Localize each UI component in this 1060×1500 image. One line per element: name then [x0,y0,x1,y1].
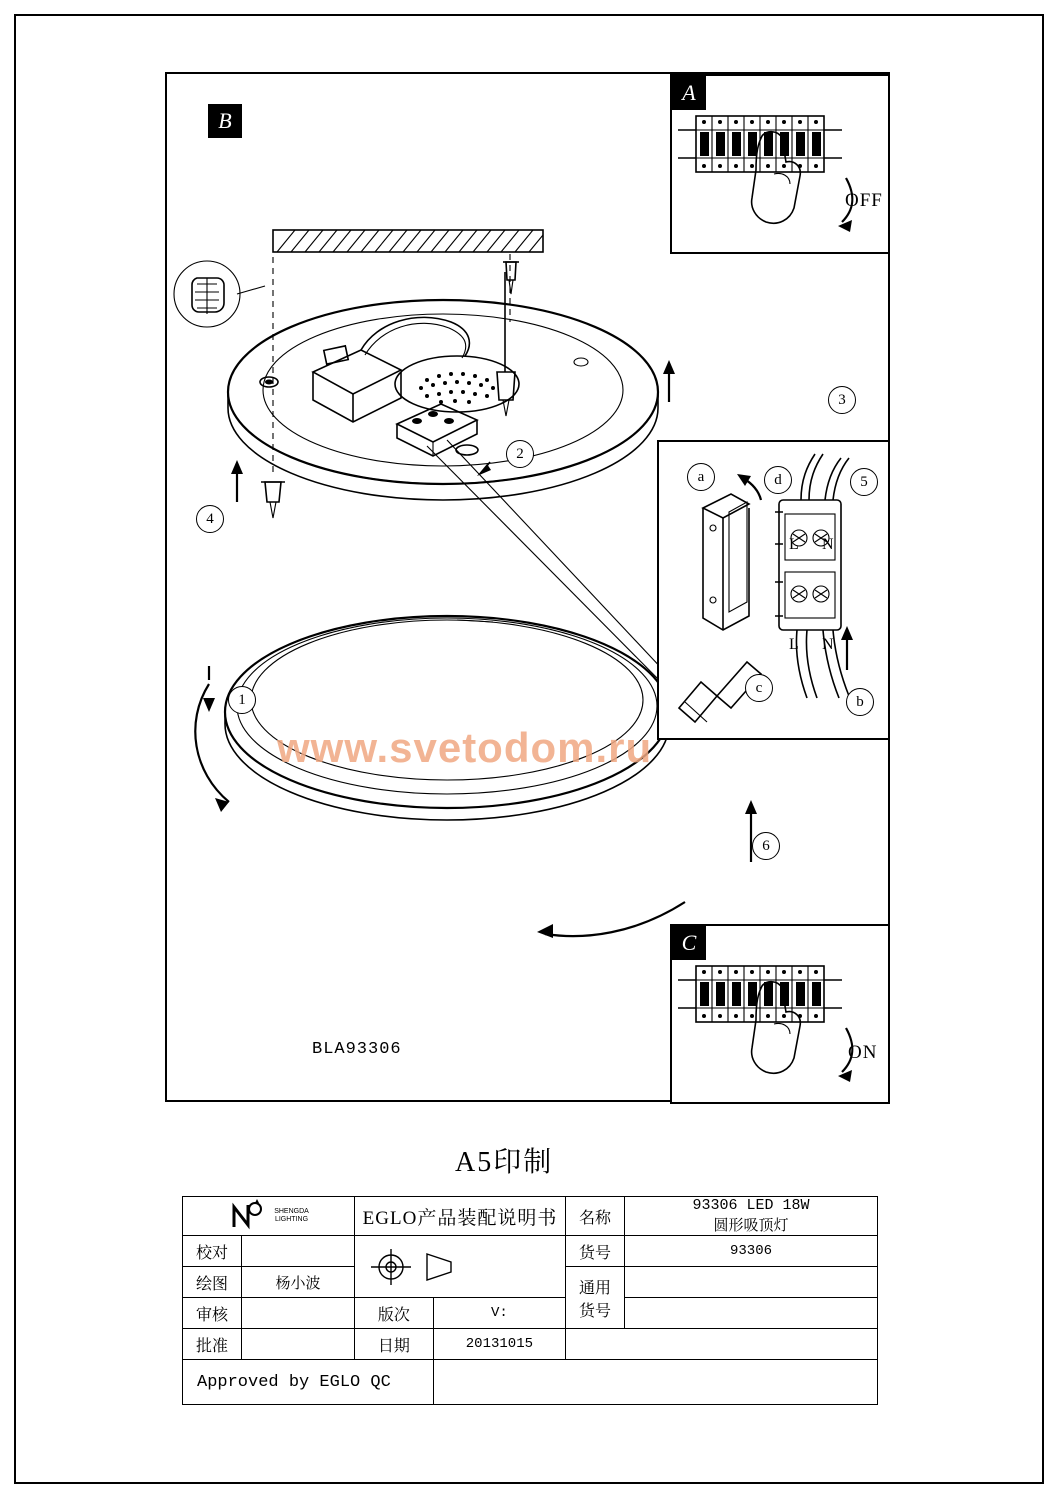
item-no-value: 93306 [625,1236,878,1267]
breaker-panel [678,116,842,172]
drawn-label: 绘图 [183,1267,242,1298]
product-name-line2: 圆形吸顶灯 [713,1218,789,1234]
approve-value [242,1329,355,1360]
date-label: 日期 [355,1329,434,1360]
review-value [242,1298,355,1329]
version-label: 版次 [355,1298,434,1329]
date-value: 20131015 [433,1329,565,1360]
watermark: www.svetodom.ru [277,724,653,771]
projection-symbol-icon [355,1244,475,1290]
symbol-cell [355,1236,566,1298]
ceiling-hatch [273,230,543,252]
print-note: A5印制 [455,1147,554,1178]
drawn-value: 杨小波 [242,1267,355,1298]
general-item-label [566,1267,625,1329]
version-value: V: [433,1298,565,1329]
general-item-label-line1: 通用 [578,1279,611,1297]
callout-c: c [745,674,773,702]
breaker-on-drawing [670,924,890,1104]
doc-title: EGLO产品装配说明书 [355,1197,566,1236]
item-no-label: 货号 [566,1236,625,1267]
callout-step-6: 6 [752,832,780,860]
terminal-label-N-top: N [822,536,835,553]
panel-label-a: A [672,76,706,110]
logo-mark [228,1199,270,1233]
name-label: 名称 [566,1197,625,1236]
terminal-label-L-bottom: L [789,636,800,653]
logo-company-sub: LIGHTING [274,1216,309,1223]
callout-step-2: 2 [506,440,534,468]
callout-d: d [764,466,792,494]
proof-label: 校对 [183,1236,242,1267]
product-code: BLA93306 [312,1040,402,1059]
approved-by: Approved by EGLO QC [183,1360,434,1405]
logo-company-name: SHENGDA [274,1208,309,1215]
callout-step-1: 1 [228,686,256,714]
panel-label-b: B [208,104,242,138]
general-item-value-3 [566,1329,878,1360]
proof-value [242,1236,355,1267]
callout-step-3: 3 [828,386,856,414]
callout-step-4: 4 [196,505,224,533]
screw-right [497,272,515,416]
terminal-connector [775,500,841,630]
callout-b: b [846,688,874,716]
general-item-value-2 [625,1298,878,1329]
terminal-label-N-bottom: N [822,636,835,653]
callout-detail-5: 5 [850,468,878,496]
spring-clip [703,494,749,630]
panel-a-state-label: OFF [845,190,883,211]
base-plate [228,300,658,500]
panel-c-state-label: ON [848,1042,878,1063]
product-name-cell [625,1197,878,1236]
screw-left-insert [261,482,285,518]
approved-extra [433,1360,877,1405]
detail-leader-lines [427,440,665,682]
approve-label: 批准 [183,1329,242,1360]
product-name-line1: 93306 LED 18W [692,1197,810,1214]
terminal-label-L-top: L [789,536,800,553]
lamp-diffuser [225,616,669,820]
title-block [182,1196,878,1405]
review-label: 审核 [183,1298,242,1329]
wall-plug-detail [174,261,265,327]
breaker-off-drawing [670,74,890,254]
general-item-label-line2: 货号 [578,1302,611,1320]
led-driver-box [313,346,401,422]
general-item-value-1 [625,1267,878,1298]
panel-label-c: C [672,926,706,960]
company-logo [183,1199,354,1233]
rotation-arrows [195,666,685,938]
breaker-panel-on [678,966,842,1022]
callout-a: a [687,463,715,491]
